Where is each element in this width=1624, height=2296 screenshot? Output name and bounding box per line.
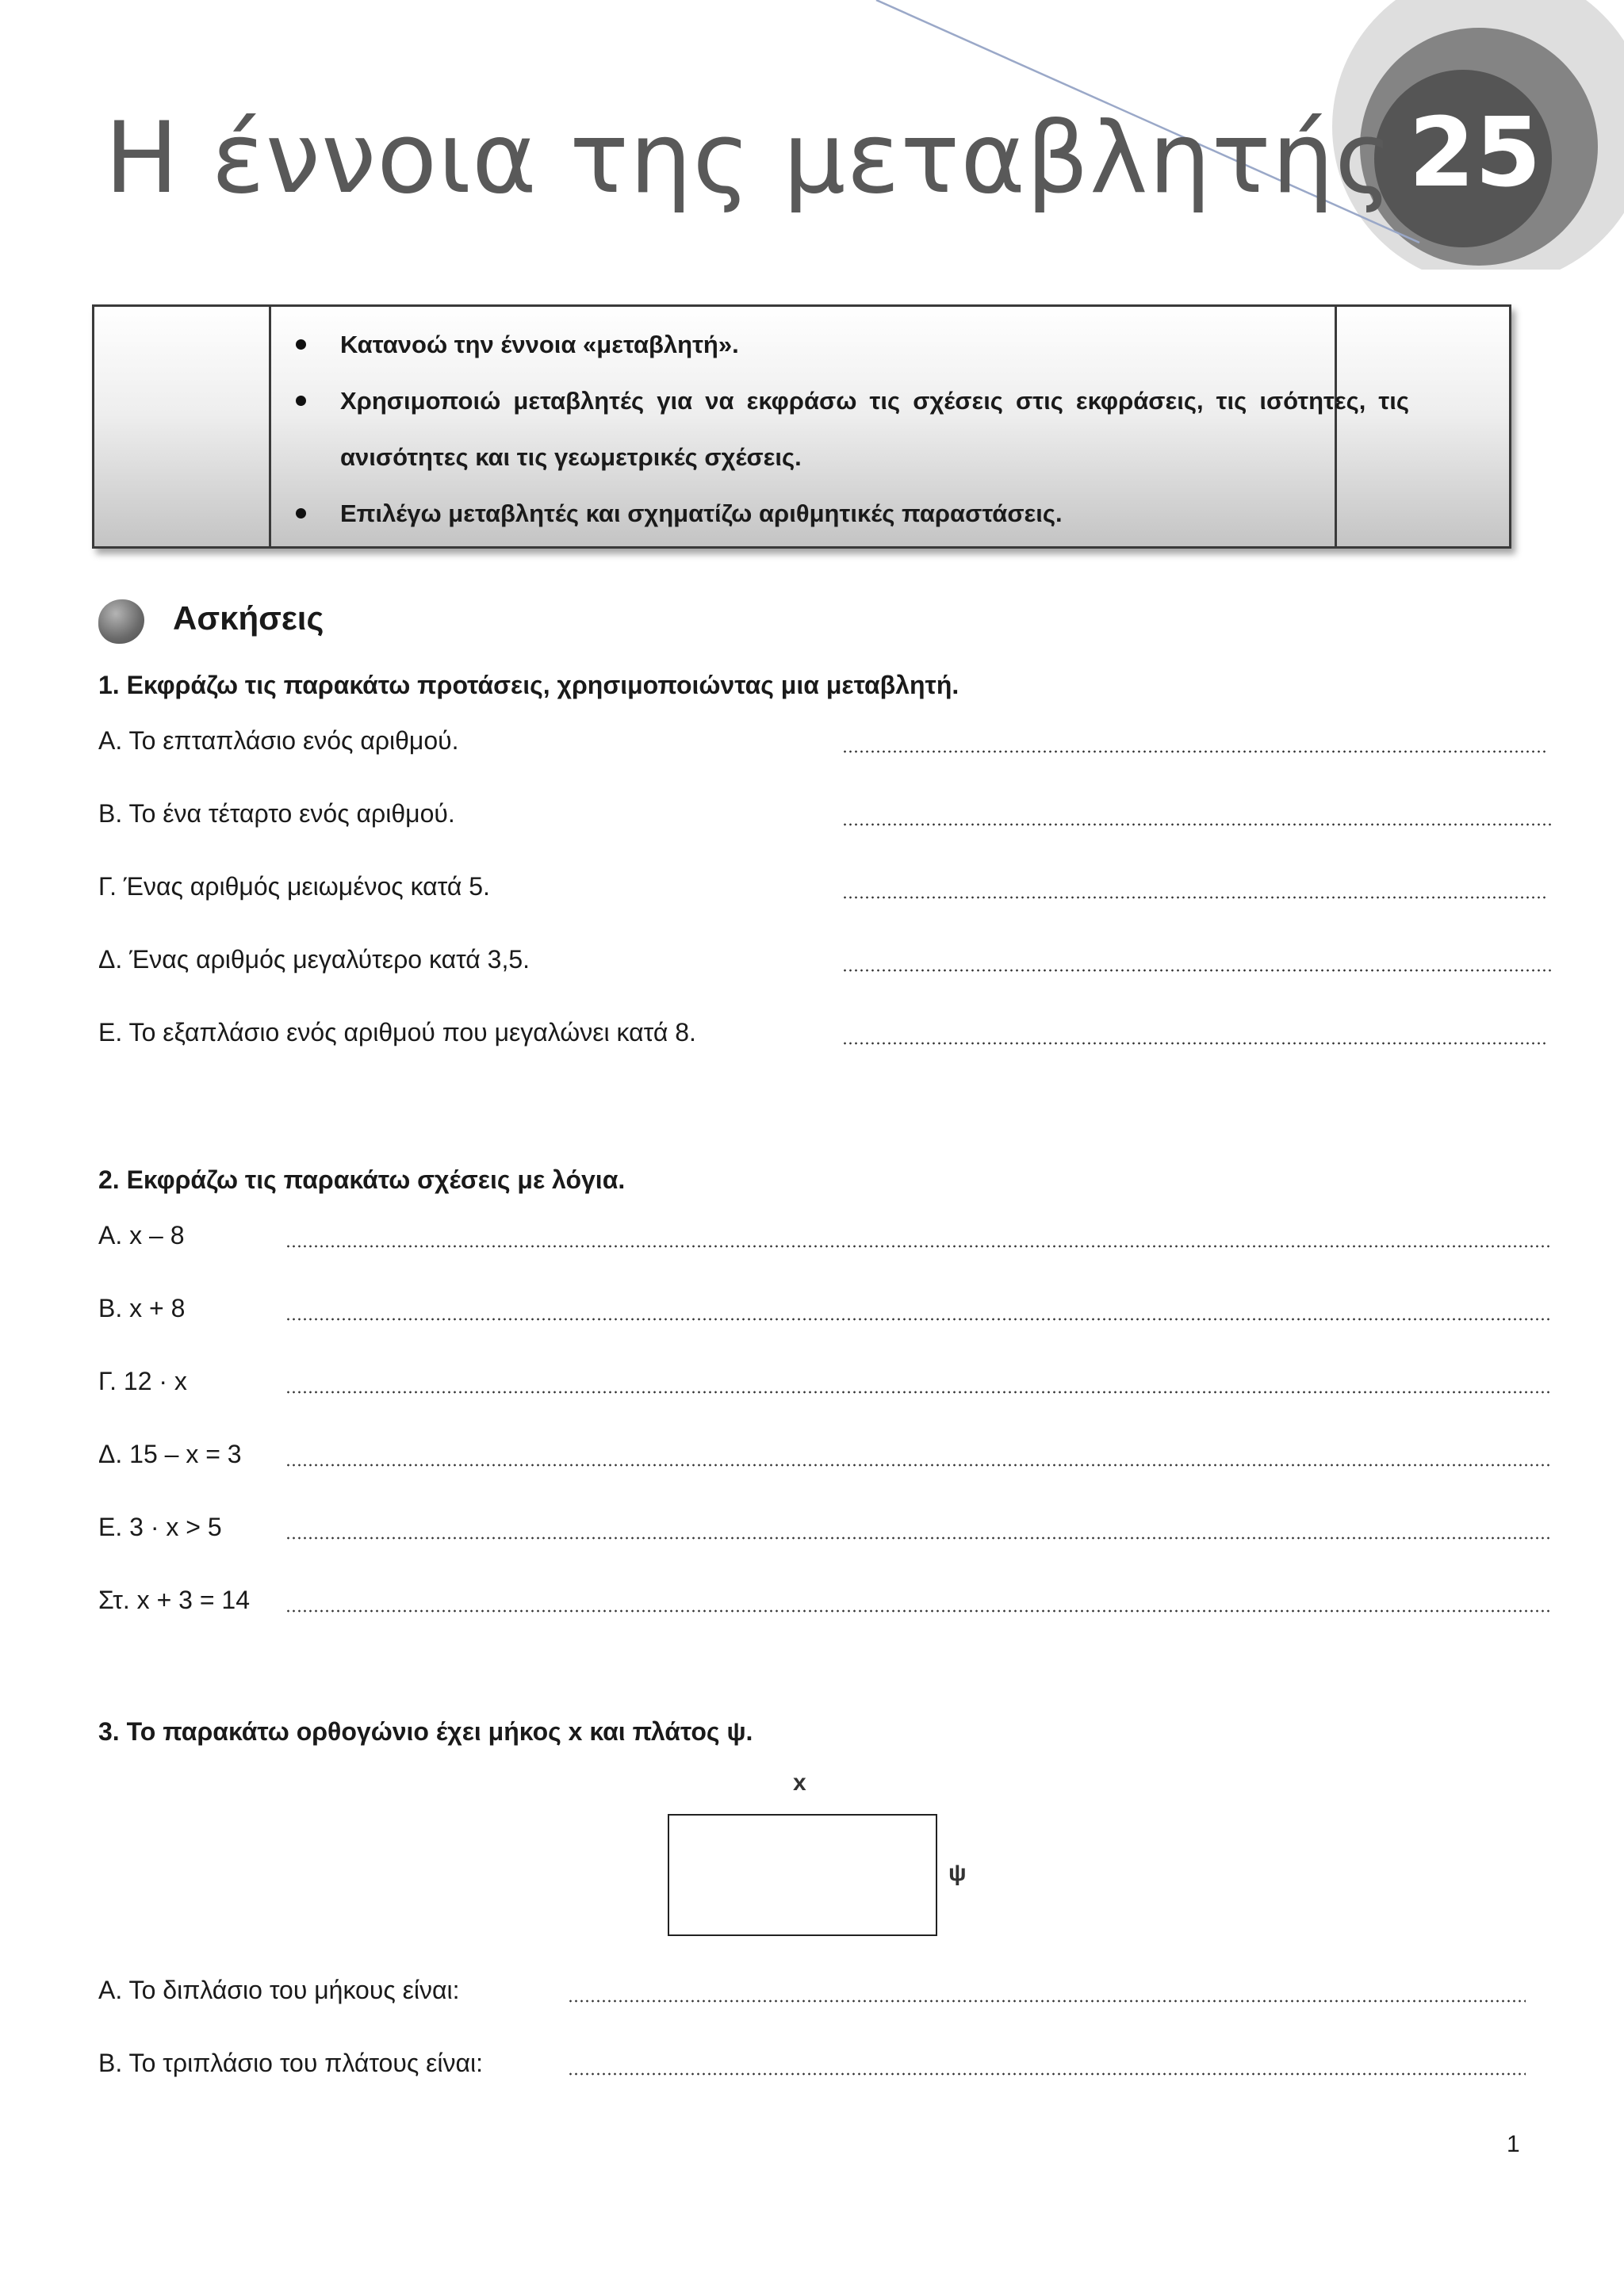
answer-line[interactable] [842, 823, 1553, 826]
exercise-2-title: 2. Εκφράζω τις παρακάτω σχέσεις με λόγια. [98, 1165, 626, 1194]
exercise-2-item-d: Δ. 15 – x = 3 [98, 1440, 242, 1468]
rectangle-width-label: ψ [948, 1860, 967, 1886]
goal-item: Κατανοώ την έννοια «μεταβλητή». [340, 316, 1409, 373]
goals-box-divider-left [269, 307, 271, 546]
page-number: 1 [1507, 2131, 1520, 2157]
answer-line[interactable] [568, 1999, 1526, 2003]
rectangle-figure [668, 1814, 937, 1936]
exercise-1-title: 1. Εκφράζω τις παρακάτω προτάσεις, χρησιμοποιώντας μια μεταβλητή. [98, 671, 959, 699]
exercise-2-item-b: Β. x + 8 [98, 1294, 186, 1322]
section-title: Ασκήσεις [173, 599, 324, 637]
exercise-3-item-b: Β. Το τριπλάσιο του πλάτους είναι: [98, 2049, 483, 2077]
answer-line[interactable] [285, 1609, 1553, 1613]
goals-box [92, 304, 1511, 549]
answer-line[interactable] [285, 1318, 1553, 1321]
rectangle-length-label: x [793, 1770, 806, 1796]
section-blob-icon [98, 599, 144, 644]
exercise-1-item-e: Ε. Το εξαπλάσιο ενός αριθμού που μεγαλώνει κατά 8. [98, 1018, 696, 1047]
exercise-2-item-f: Στ. x + 3 = 14 [98, 1586, 250, 1614]
goals-list [340, 316, 1409, 541]
goal-item: Χρησιμοποιώ μεταβλητές για να εκφράσω τις σχέσεις στις εκφράσεις, τις ισότητες, τις ανισότητες και τις γεωμετρικές σχέσεις. [340, 373, 1409, 485]
chapter-number: 25 [1408, 98, 1542, 209]
answer-line[interactable] [842, 750, 1546, 753]
exercise-3-title: 3. Το παρακάτω ορθογώνιο έχει μήκος x και πλάτος ψ. [98, 1717, 753, 1746]
answer-line[interactable] [568, 2072, 1526, 2076]
exercise-1-item-a: Α. Το επταπλάσιο ενός αριθμού. [98, 726, 459, 755]
answer-line[interactable] [285, 1464, 1553, 1467]
answer-line[interactable] [842, 1042, 1546, 1045]
answer-line[interactable] [842, 896, 1546, 899]
answer-line[interactable] [285, 1391, 1553, 1394]
exercise-1-item-d: Δ. Ένας αριθμός μεγαλύτερο κατά 3,5. [98, 945, 530, 974]
exercise-2-item-c: Γ. 12 · x [98, 1367, 187, 1395]
page-title: Η έννοια της μεταβλητής [105, 101, 1394, 216]
answer-line[interactable] [285, 1245, 1553, 1248]
answer-line[interactable] [285, 1536, 1553, 1540]
exercise-3-item-a: Α. Το διπλάσιο του μήκους είναι: [98, 1976, 460, 2004]
exercise-1-item-b: Β. Το ένα τέταρτο ενός αριθμού. [98, 799, 455, 828]
exercise-2-item-a: Α. x – 8 [98, 1221, 185, 1249]
exercise-1-item-c: Γ. Ένας αριθμός μειωμένος κατά 5. [98, 872, 490, 901]
answer-line[interactable] [842, 969, 1553, 972]
exercise-2-item-e: Ε. 3 · x > 5 [98, 1513, 222, 1541]
goal-item: Επιλέγω μεταβλητές και σχηματίζω αριθμητικές παραστάσεις. [340, 485, 1409, 541]
